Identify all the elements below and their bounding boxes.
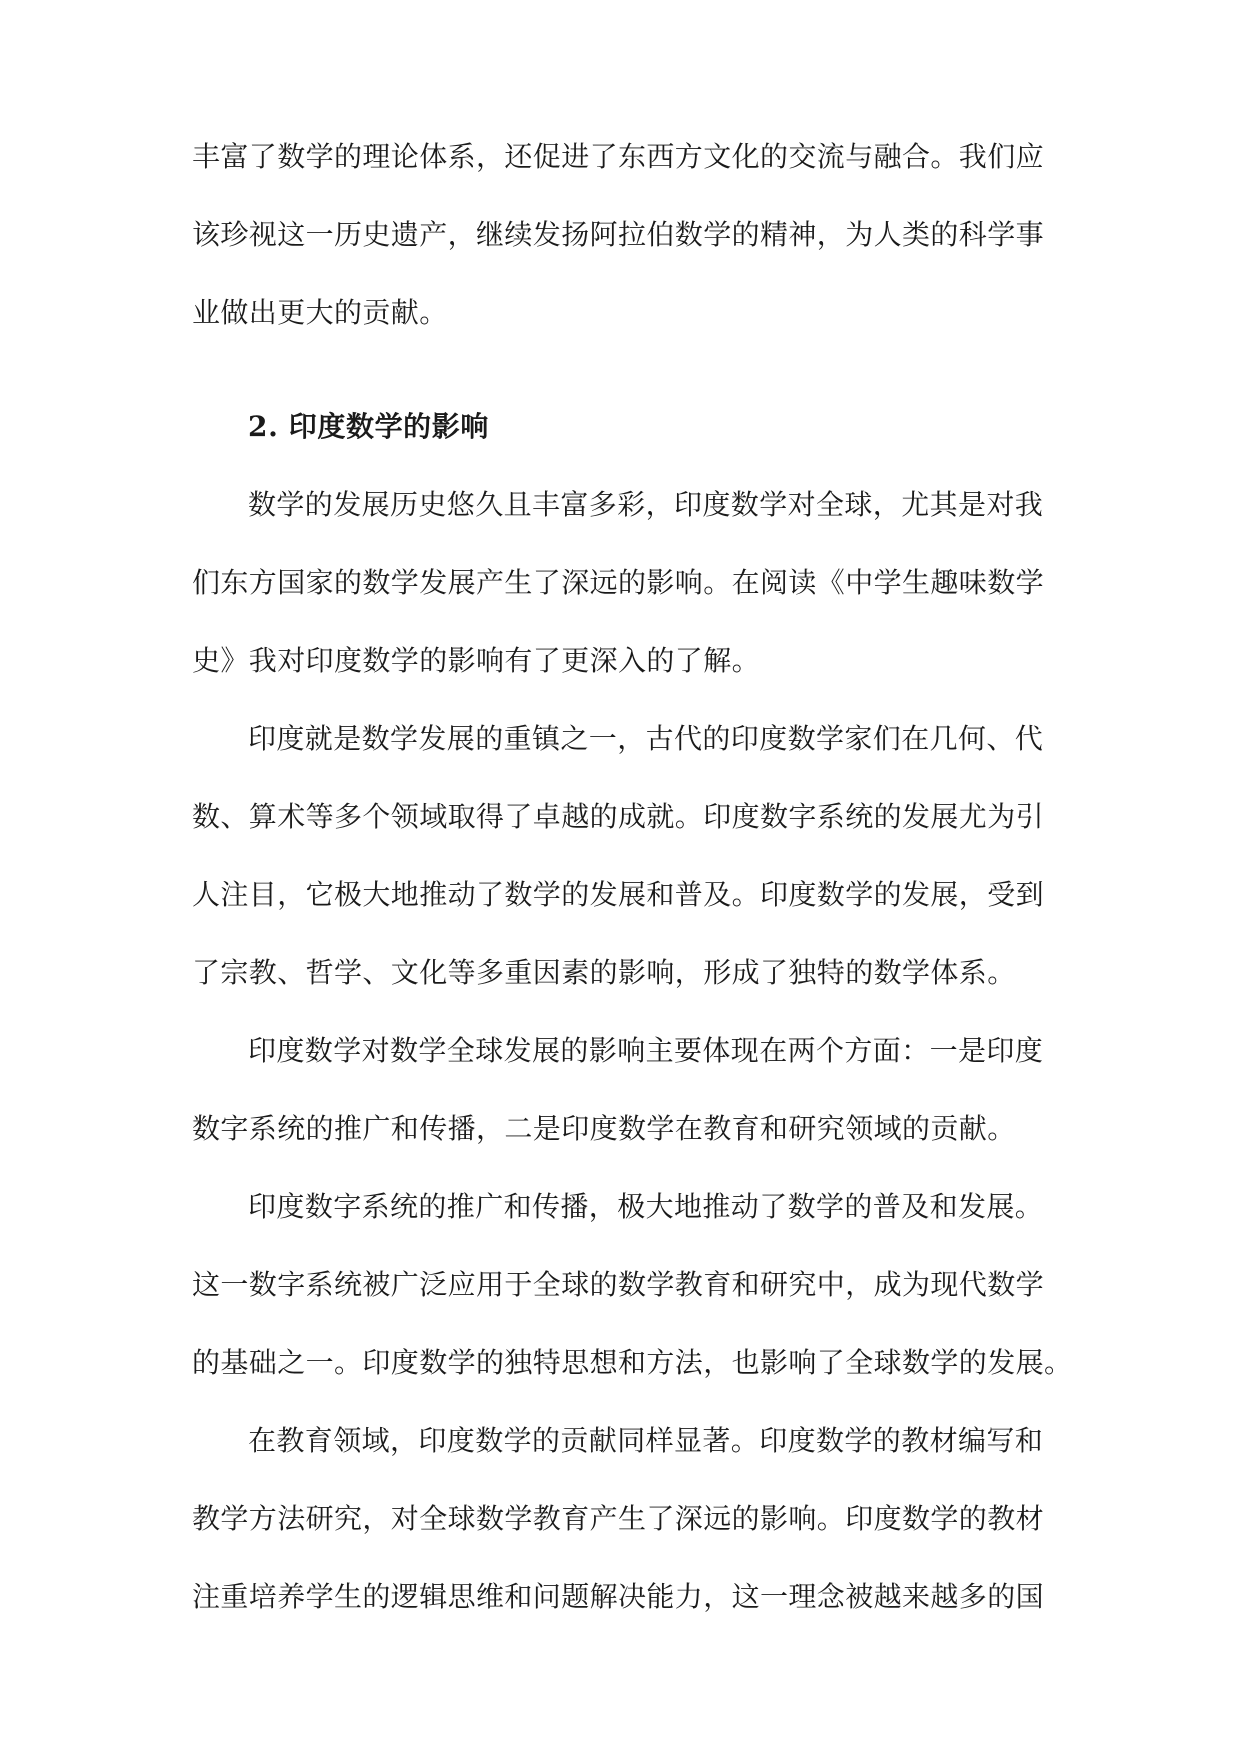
body-line: 人注目，它极大地推动了数学的发展和普及。印度数学的发展，受到 <box>192 878 1045 911</box>
body-line: 数学的发展历史悠久且丰富多彩，印度数学对全球，尤其是对我 <box>248 488 1044 521</box>
body-line: 印度数学对数学全球发展的影响主要体现在两个方面：一是印度 <box>248 1034 1044 1067</box>
body-line: 丰富了数学的理论体系，还促进了东西方文化的交流与融合。我们应 <box>192 140 1045 173</box>
section-heading: 2. 印度数学的影响 <box>248 410 489 443</box>
body-line: 的基础之一。印度数学的独特思想和方法，也影响了全球数学的发展。 <box>192 1346 1073 1379</box>
body-line: 数字系统的推广和传播，二是印度数学在教育和研究领域的贡献。 <box>192 1112 1016 1145</box>
body-line: 数、算术等多个领域取得了卓越的成就。印度数字系统的发展尤为引 <box>192 800 1045 833</box>
body-line: 注重培养学生的逻辑思维和问题解决能力，这一理念被越来越多的国 <box>192 1580 1045 1613</box>
body-line: 了宗教、哲学、文化等多重因素的影响，形成了独特的数学体系。 <box>192 956 1016 989</box>
body-line: 这一数字系统被广泛应用于全球的数学教育和研究中，成为现代数学 <box>192 1268 1045 1301</box>
body-line: 在教育领域，印度数学的贡献同样显著。印度数学的教材编写和 <box>248 1424 1044 1457</box>
body-line: 们东方国家的数学发展产生了深远的影响。在阅读《中学生趣味数学 <box>192 566 1045 599</box>
body-line: 该珍视这一历史遗产，继续发扬阿拉伯数学的精神，为人类的科学事 <box>192 218 1045 251</box>
body-line: 印度数字系统的推广和传播，极大地推动了数学的普及和发展。 <box>248 1190 1044 1223</box>
body-line: 印度就是数学发展的重镇之一，古代的印度数学家们在几何、代 <box>248 722 1044 755</box>
body-line: 史》我对印度数学的影响有了更深入的了解。 <box>192 644 761 677</box>
body-line: 业做出更大的贡献。 <box>192 296 448 329</box>
body-line: 教学方法研究，对全球数学教育产生了深远的影响。印度数学的教材 <box>192 1502 1045 1535</box>
